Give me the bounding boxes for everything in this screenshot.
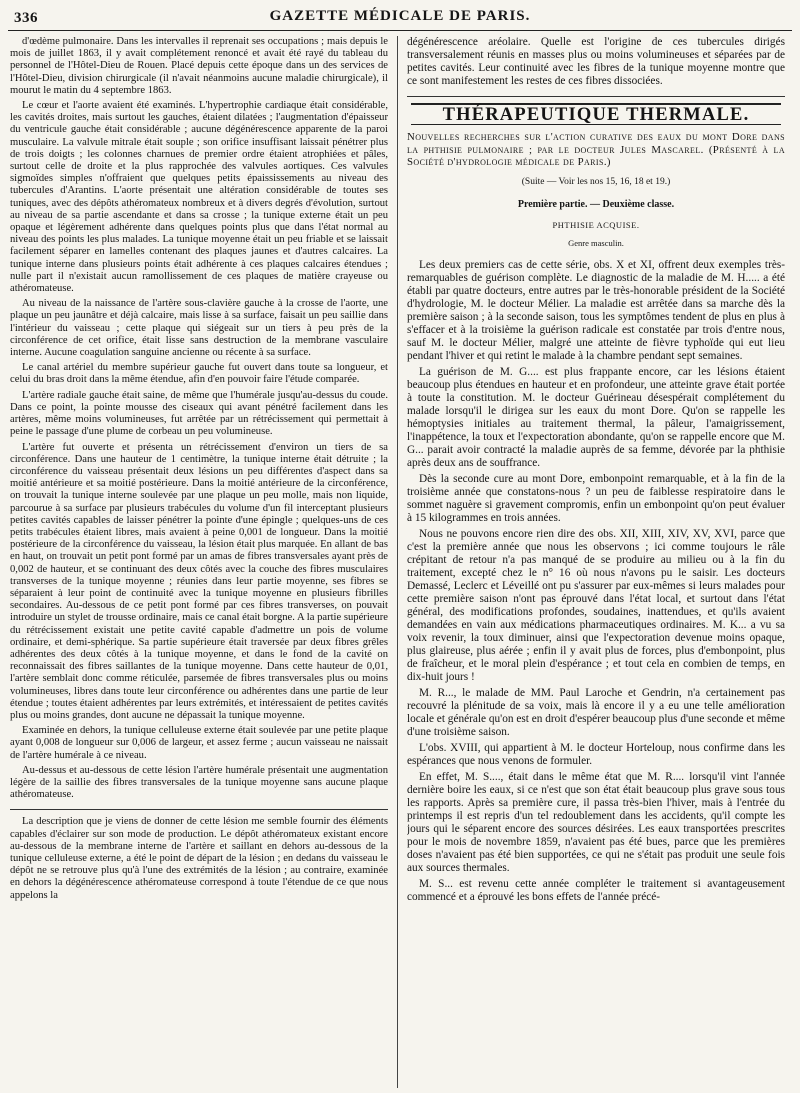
part-heading: Première partie. — Deuxième classe. [517,198,675,210]
section-divider [407,96,785,97]
paragraph: Examinée en dehors, la tunique celluleuse externe était soulevée par une petite plaque ayant 0,008 de longueur sur 0,006 de largeur, et assez ferme ; aucun vaisseau ne naissait de l'artère humérale à ce niveau. [10,725,388,761]
column-rule [397,36,398,1088]
paragraph: La description que je viens de donner de cette lésion me semble fournir des éléments capables d'éclairer sur son mode de production. Le dépôt athéromateux existant encore au-dessous de la membrane interne de l'artère et saillant en dehors au-dessous de la tunique celluleuse externe, a été le point de départ de la lésion ; en dedans du vaisseau le dépôt ne se retrouve plus qu'à l'une des extrémités de la lésion ; au contraire, examinée en dehors la dégénérescence athéromateuse correspond à toute l'étendue de ce que nous appelons la [10,816,388,901]
continued-paragraph: dégénérescence aréolaire. Quelle est l'origine de ces tubercules dirigés transversalement réunis en masses plus ou moins volumineuses et séparées par de petites cavités. Leur continuité avec les fibres de la tunique moyenne montre que ce sont manifestement les restes de ces fibres dissociées. [407,36,785,87]
page-header [8,4,792,31]
paragraph: Le canal artériel du membre supérieur gauche fut ouvert dans toute sa longueur, et celui du bras droit dans la même étendue, afin d'en pouvoir faire l'étude comparée. [10,362,388,386]
paragraph: Dès la seconde cure au mont Dore, embonpoint remarquable, et à la fin de la troisième année que constatons-nous ? un peu de faiblesse respiratoire dans le sommet naguère si gravement compromis, enfin un embonpoint qu'on peut évaluer à 15 kilogrammes en trois années. [407,473,785,525]
subheading: PHTHISIE ACQUISE. [552,219,640,230]
right-column [407,36,785,1088]
paragraph: Nous ne pouvons encore rien dire des obs. XII, XIII, XIV, XV, XVI, parce que c'est la première année que nous les observons ; ici comme toujours le râle crépitant de retour n'a pas manqué de se produire au milieu ou à la fin du traitement, excepté chez le n° 16 où nous n'avons pu le saisir. Les docteurs Demassé, Leclerc et Léveillé ont pu s'assurer par eux-mêmes si leurs malades pour cette première saison n'ont pas éprouvé dans l'état local, et surtout dans l'état général, des modifications profondes, soudaines, inattendues, et qu'ils avaient demandées en vain aux médications pharmaceutiques ordinaires. M. K... a vu sa voix revenir, la toux diminuer, ainsi que l'expectoration devenue moins opaque, plus glaireuse, plus aérée ; enfin il y avait plus de forces, plus d'embonpoint, plus de fraîcheur, et le moral plein d'espérance ; et tout cela en combien de temps, en dix-huit jours ! [407,528,785,684]
paragraph: Les deux premiers cas de cette série, obs. X et XI, offrent deux exemples très-remarquables de guérison complète. Le diagnostic de la maladie de M. H..... a été établi par quatre docteurs, entre autres par le très-honorable président de la Société d'hydrologie, M. le docteur Mélier. La maladie est arrêtée dans sa marche dès la première saison ; à la seconde saison, tous les symptômes tendent de plus en plus à s'effacer et à la troisième la guérison radicale est constatée par trois d'entre nous, sauf M. le docteur Mélier, malgré une atteinte de fièvre typhoïde qui eut lieu pendant l'hiver et qui retint le malade à la chambre pendant sept semaines. [407,259,785,363]
paragraph: En effet, M. S...., était dans le même état que M. R.... lorsqu'il vint l'année dernière boire les eaux, si ce n'est que son état était beaucoup plus grave sous tous les rapports. Après sa première cure, il passa très-bien l'hiver, mais à l'entrée du printemps il est repris d'un tel redoublement dans les accidents, qu'il compte les jours qui le séparent encore des sources désirées. Les eaux transportées prescrites pour le mois de novembre 1859, n'avaient pas été bues, parce que les premières doses n'avaient pas été bien supportées, ce qui ne s'était pas produit une seule fois aux sources thermales. [407,771,785,875]
paragraph: L'obs. XVIII, qui appartient à M. le docteur Horteloup, nous confirme dans les espérances que nous venons de formuler. [407,742,785,768]
paragraph: Au-dessus et au-dessous de cette lésion l'artère humérale présentait une augmentation légère de la saillie des fibres transversales de la tunique moyenne sans aucune plaque athéromateuse. [10,764,388,801]
paragraph: M. R..., le malade de MM. Paul Laroche et Gendrin, n'a certainement pas recouvré la plénitude de sa voix, mais là encore il y a eu une telle amélioration locale et générale qu'on est en droit d'espérer beaucoup plus d'une seconde et même d'une troisième saison. [407,687,785,739]
page-number: 336 [14,10,38,26]
genre-label: Genre masculin. [568,238,624,249]
paragraph: L'artère radiale gauche était saine, de même que l'humérale jusqu'au-dessus du coude. Dans ce point, la pointe mousse des ciseaux qui avant pénétré facilement dans les artères, même moins volumineuses, fut arrêtée par un rétrécissement qui permettait à peine le passage d'une plume de corbeau un peu volumineuse. [10,389,388,438]
paragraph: Au niveau de la naissance de l'artère sous-clavière gauche à la crosse de l'aorte, une plaque un peu jaunâtre et déjà calcaire, mais lisse à sa surface, faisait un peu saillie dans l'intérieur du vaisseau ; cette plaque qui siégeait sur un tiers à peu près de la circonférence de cet orifice, était lisse sans destruction de la membrane vasculaire interne. Aucune coagulation sanguine ancienne ou récente à sa surface. [10,298,388,359]
suite-note: (Suite — Voir les nos 15, 16, 18 et 19.) [521,177,671,188]
section-divider [10,809,388,810]
paragraph: d'œdème pulmonaire. Dans les intervalles il reprenait ses occupations ; mais depuis le mois de juillet 1863, il y avait complétement renoncé et avait été rayé du tableau du personnel de l'Hôtel-Dieu de Rouen. Placé depuis cette époque dans un des services de l'Hôtel-Dieu, division chirurgicale (il n'avait néanmoins aucune maladie chirurgicale), il mourut le matin du 4 septembre 1863. [10,36,388,96]
article-title: Nouvelles recherches sur l'action curative des eaux du mont Dore dans la phthisie pulmonaire ; par le docteur Jules Mascarel. (Présenté à la Société d'hydrologie médicale de Paris.) [407,131,785,169]
journal-title: GAZETTE MÉDICALE DE PARIS. [269,8,531,24]
left-column [10,36,388,1088]
section-title: THÉRAPEUTIQUE THERMALE. [411,103,781,125]
paragraph: L'artère fut ouverte et présenta un rétrécissement d'environ un tiers de sa circonférence. Dans une hauteur de 1 centimètre, la tunique interne était détruite ; la circonférence du vaisseau présentait deux lésions un peu différentes d'aspect dans sa moitié antérieure et sa moitié postérieure. Dans la moitié antérieure de la circonférence, on trouvait la tunique interne soulevée par une plaque un peu molle, mais non liquide, parcourue à sa surface par plusieurs trabécules du volume d'un fil interceptant plusieurs petites cavités capables de laisser pénétrer la pointe d'une épingle ; quelques-uns de ces petits trabécules étaient libres, mais avaient à peine 0,001 de longueur. Dans la moitié postérieure de la circonférence du vaisseau, la lésion était plus marquée. En allant de bas en haut, on trouvait un petit pont formé par un amas de fibres transversales ayant près de 0,002 de hauteur, et se continuant des deux côtés avec la couche des fibres musculaires transverses de la tunique moyenne ; réunies dans leur partie moyenne, ses fibres se séparaient à leur point de continuité avec la tunique moyenne en plusieurs fibrilles secondaires. Au-dessous de ce petit pont formé par ces fibres transverses, on pouvait introduire un stylet de trousse ordinaire, mais ce canal était borgne. A la partie supérieure du rétrécissement existait une petite cavité capable d'admettre un pois de volume ordinaire, et demi-sphérique. Sa partie supérieure était traversée par deux fibres grêles adhérentes des deux côtés à la tunique moyenne, et dans le fond de la cavité on reconnaissait des fibres saillantes de la tunique moyenne. Dans cette hauteur de 0,01, l'artère semblait donc comme réticulée, parsemée de fibres transversales plus ou moins volumineuses, libres dans toute leur circonférence ou adhérentes dans une partie de leur étendue ; toutes étaient adhérentes par leurs extrémités, et intéressaient de petites cavités plus ou moins grandes, dont aucune ne dépassait la tunique moyenne. [10,441,388,721]
paragraph: M. S... est revenu cette année compléter le traitement si avantageusement commencé et a éprouvé les bons effets de l'année précé- [407,878,785,904]
paragraph: Le cœur et l'aorte avaient été examinés. L'hypertrophie cardiaque était considérable, les cavités droites, mais surtout les gauches, étaient dilatées ; l'augmentation d'épaisseur du ventricule gauche était considérable ; aucune dégénérescence apparente de la paroi musculaire. La valvule mitrale était souple ; son orifice insuffisant laissait pénétrer plus de trois doigts ; les colonnes charnues de premier ordre étaient atrophiées et pâles, surtout celle de droite et la plus rapprochée des valvules aortiques. Ces valvules sigmoïdes simples n'offraient que quelques petits épaississements au niveau des tubercules d'Arantins. L'aorte présentait une altération considérable de toutes ses tuniques, avec des dépôts athéromateux nombreux et à divers degrés d'évolution, surtout au niveau de sa partie ascendante et dans sa crosse ; la tunique externe était un peu opaque et légèrement adhérente dans quelques points plus que dans l'état normal au niveau des points les plus malades. La tunique moyenne était un peu friable et se laissait facilement séparer en lamelles contenant des plaques jaunes et d'autres calcaires. La tunique interne dans plusieurs points était adhérente à ces plaques calcaires étendues ; nulle part il n'existait aucun ramollissement de ces plaques de matière crayeuse ou athéromateuse. [10,100,388,295]
paragraph: La guérison de M. G.... est plus frappante encore, car les lésions étaient beaucoup plus étendues en hauteur et en profondeur, une atteinte grave était portée à toute la constitution. M. le docteur Guérineau désespérait complétement du malade lorsqu'il le dirigea sur les eaux du mont Dore. Qu'on se rappelle les hémoptysies initiales au traitement thermal, la pâleur, l'amaigrissement, l'inappétence, la toux et l'expectoration abondante, qu'on se rappelle encore que M. G... parait avoir contracté la maladie auprès de sa femme, dévorée par la phthisie après deux ans de souffrance. [407,366,785,470]
